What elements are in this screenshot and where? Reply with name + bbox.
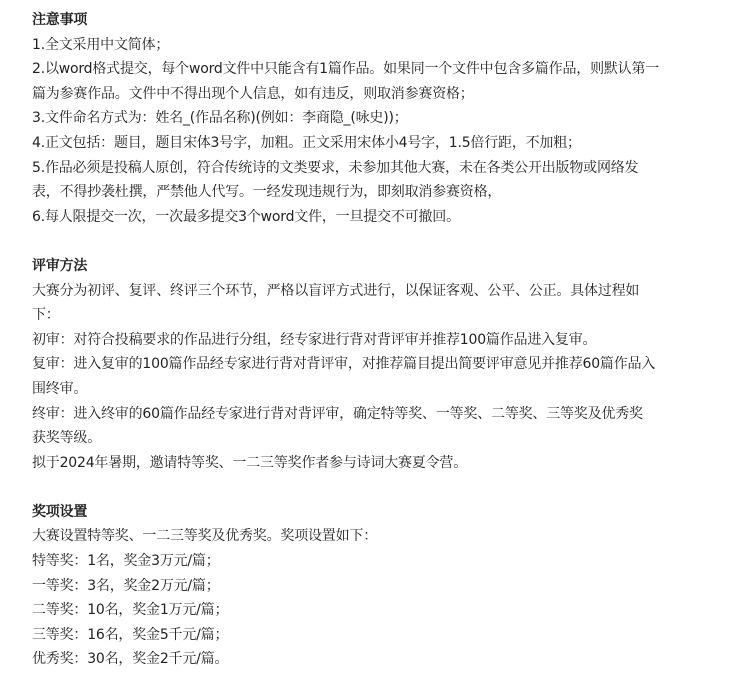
notes-line-5: 4.正文包括：题目，题目宋体3号字，加粗。正文采用宋体小4号字，1.5倍行距，不加粗； bbox=[32, 134, 581, 151]
notes-line-1: 1.全文采用中文简体； bbox=[32, 36, 170, 53]
section-spacer bbox=[32, 475, 712, 500]
awards-line-1: 大赛设置特等奖、一二三等奖及优秀奖。奖项设置如下： bbox=[32, 528, 377, 545]
review-line-1: 大赛分为初评、复评、终评三个环节，严格以盲评方式进行，以保证客观、公平、公正。具体过程如 bbox=[32, 282, 640, 299]
review-line-5: 围终审。 bbox=[32, 380, 88, 397]
review-line-2: 下： bbox=[32, 307, 60, 324]
review-line-6: 终审：进入终审的60篇作品经专家进行背对背评审，确定特等奖、一等奖、二等奖、三等奖及优秀奖 bbox=[32, 405, 643, 422]
document-body bbox=[32, 8, 712, 672]
review-line-3: 初审：对符合投稿要求的作品进行分组，经专家进行背对背评审并推荐100篇作品进入复审。 bbox=[32, 331, 597, 348]
section-spacer bbox=[32, 229, 712, 254]
awards-line-2: 特等奖：1名，奖金3万元/篇； bbox=[32, 553, 220, 570]
review-line-8: 拟于2024年暑期，邀请特等奖、一二三等奖作者参与诗词大赛夏令营。 bbox=[32, 454, 468, 471]
section-heading-notes: 注意事项 bbox=[32, 12, 88, 28]
awards-line-6: 优秀奖：30名，奖金2千元/篇。 bbox=[32, 651, 229, 668]
notes-line-2: 2.以word格式提交，每个word文件中只能含有1篇作品。如果同一个文件中包含多篇作品，则默认第一 bbox=[32, 61, 660, 78]
notes-line-8: 6.每人限提交一次，一次最多提交3个word文件，一旦提交不可撤回。 bbox=[32, 208, 460, 225]
awards-line-3: 一等奖：3名，奖金2万元/篇； bbox=[32, 577, 220, 594]
notes-line-6: 5.作品必须是投稿人原创，符合传统诗的文类要求，未参加其他大赛，未在各类公开出版物或网络发 bbox=[32, 159, 639, 176]
notes-line-7: 表，不得抄袭杜撰，严禁他人代写。一经发现违规行为，即刻取消参赛资格， bbox=[32, 184, 502, 201]
awards-line-5: 三等奖：16名，奖金5千元/篇； bbox=[32, 626, 229, 643]
notes-line-4: 3.文件命名方式为：姓名_(作品名称)(例如：李商隐_(咏史))； bbox=[32, 110, 408, 127]
review-line-4: 复审：进入复审的100篇作品经专家进行背对背评审，对推荐篇目提出简要评审意见并推荐60篇作品入 bbox=[32, 356, 656, 373]
section-heading-awards: 奖项设置 bbox=[32, 503, 88, 520]
review-line-7: 获奖等级。 bbox=[32, 430, 101, 447]
section-heading-review: 评审方法 bbox=[32, 257, 88, 274]
notes-line-3: 篇为参赛作品。文件中不得出现个人信息，如有违反，则取消参赛资格； bbox=[32, 85, 474, 102]
awards-line-4: 二等奖：10名，奖金1万元/篇； bbox=[32, 602, 229, 619]
